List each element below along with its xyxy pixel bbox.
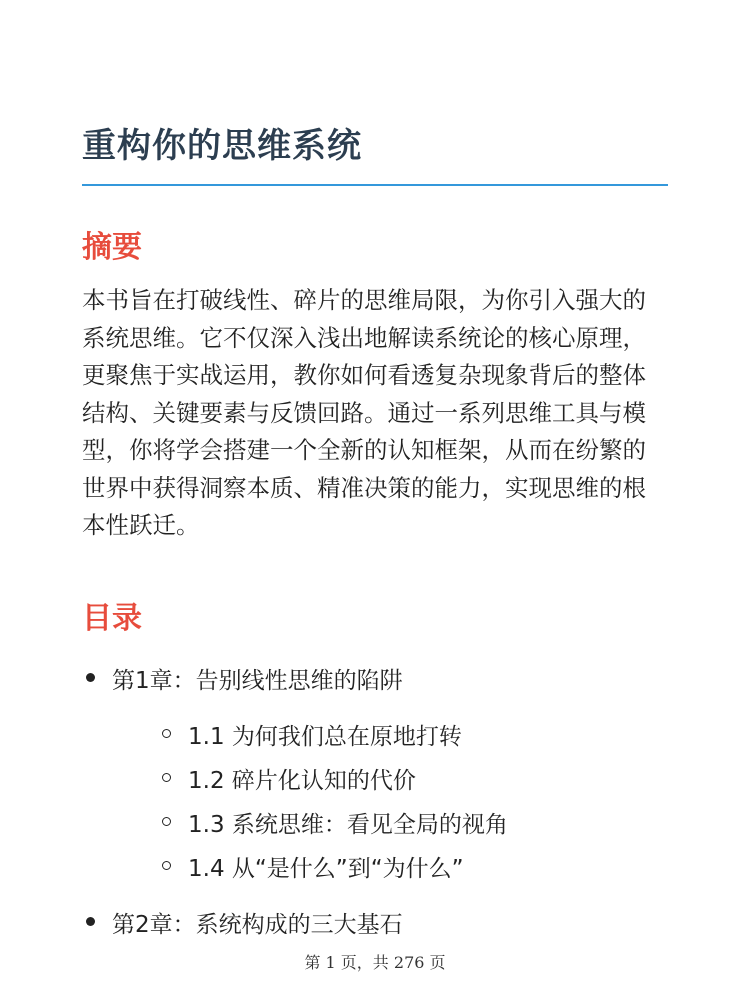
abstract-heading: 摘要 [82,230,142,265]
toc-section-1-4[interactable] [188,850,464,883]
toc-heading: 目录 [82,601,142,636]
circle-bullet-icon [162,861,171,870]
title-divider [82,184,668,186]
toc-chapter-2[interactable] [112,906,403,939]
circle-bullet-icon [162,729,171,738]
toc-chapter-label: 第1章：告别线性思维的陷阱 [112,668,403,694]
toc-section-1-2[interactable] [188,762,416,795]
abstract-paragraph: 本书旨在打破线性、碎片的思维局限，为你引入强大的系统思维。它不仅深入浅出地解读系统论的核心原理，更聚焦于实战运用，教你如何看透复杂现象背后的整体结构、关键要素与反馈回路。通过一系列思维工具与模型，你将学会搭建一个全新的认知框架，从而在纷繁的世界中获得洞察本质、精准决策的能力，实现思维的根本性跃迁。 [82,286,646,539]
toc-section-label: 1.1 为何我们总在原地打转 [188,724,462,750]
toc-chapter-label: 第2章：系统构成的三大基石 [112,912,403,938]
bullet-icon [86,673,95,682]
page-number: 第 1 页，共 276 页 [304,953,446,972]
circle-bullet-icon [162,773,171,782]
circle-bullet-icon [162,817,171,826]
bullet-icon [86,917,95,926]
toc-section-label: 1.3 系统思维：看见全局的视角 [188,812,508,838]
document-title: 重构你的思维系统 [82,126,362,166]
toc-section-1-3[interactable] [188,806,508,839]
toc-section-label: 1.2 碎片化认知的代价 [188,768,416,794]
toc-section-label: 1.4 从“是什么”到“为什么” [188,856,464,882]
toc-section-1-1[interactable] [188,718,462,751]
toc-chapter-1[interactable] [112,662,403,695]
